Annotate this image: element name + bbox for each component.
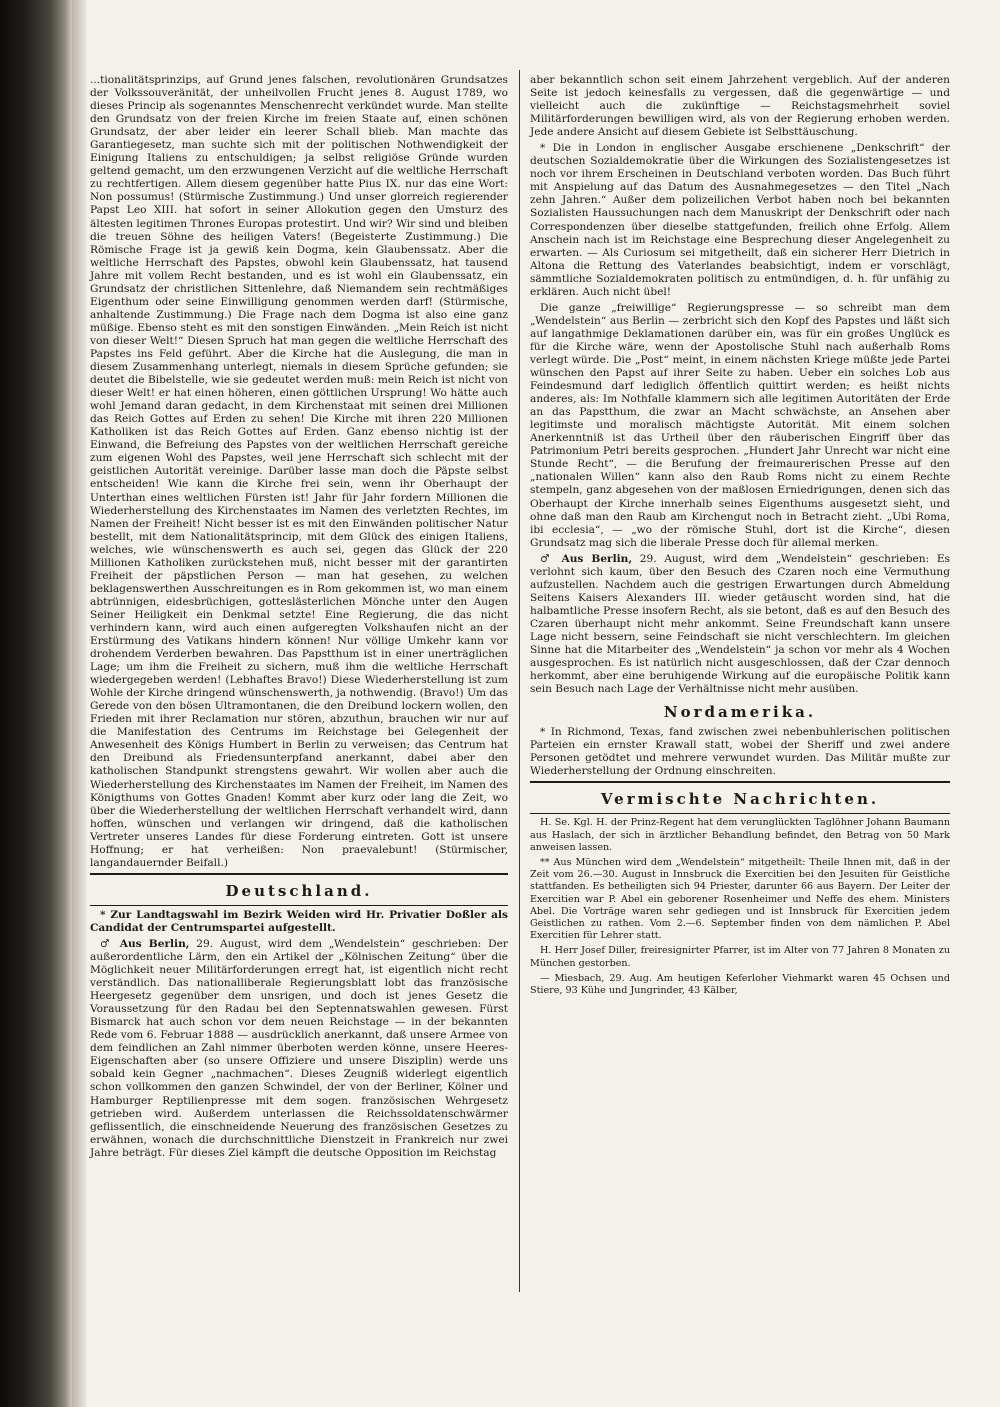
article-continuation: ...tionalitätsprinzips, auf Grund jenes falschen, revolutionären Grundsatzes der Volkssouveränität, der unheilvollen Frucht jenes 8. August 1789, wo dieses Princip als sogenanntes Menschenrecht verkündet wurde. Man stellte den Grundsatz von der freien Kirche im freien Staate auf, einen schönen Grundsatz, der aber leider ein leerer Schall blieb. Man machte das Garantiegesetz, man suchte sich mit der politischen Nothwendigkeit der Einigung Italiens zu entschuldigen; ja selbst religiöse Gründe wurden geltend gemacht, um den erzwungenen Verzicht auf die weltliche Herrschaft zu rechtfertigen. Allem diesem gegenüber hatte Pius IX. nur das eine Wort: Non possumus! (Stürmische Zustimmung.) Und unser glorreich regierender Papst Leo XIII. hat sofort in seiner Allokution gegen den Umsturz des ältesten legitimen Thrones Europas protestirt. Und wir? Wir sind und bleiben die treuen Söhne des heiligen Vaters! (Begeisterte Zustimmung.) Die Römische Frage ist ja gewiß kein Dogma, kein Glaubenssatz. Aber die weltliche Herrschaft des Papstes, obwohl kein Glaubenssatz, hat tausend Jahre mit vollem Recht bestanden, und es ist wohl ein Glaubenssatz, ein Grundsatz der christlichen Sittenlehre, daß Niemandem sein rechtmäßiges Eigenthum oder seine Einwilligung genommen werden darf! (Stürmische, anhaltende Zustimmung.) Die Frage nach dem Dogma ist also eine ganz müßige. Ebenso steht es mit den sonstigen Einwänden. „Mein Reich ist nicht von dieser Welt!“ Diesen Spruch hat man gegen die weltliche Herrschaft des Papstes ins Feld geführt. Aber die Kirche hat die Auslegung, die man in diesem Zusammenhang unterlegt, niemals in diesem Sprüche gefunden; sie deutet die Bibelstelle, wie sie gedeutet werden muß: mein Reich ist nicht von dieser Welt! er hat einen höheren, einen göttlichen Ursprung! Wo hätte auch wohl Jemand daran gedacht, in dem Kirchenstaat mit seinen drei Millionen das Reich Gottes auf Erden zu sehen! Die Kirche mit ihren 220 Millionen Katholiken ist das Reich Gottes auf Erden. Ganz ebenso nichtig ist der Einwand, die Befreiung des Papstes von der weltlichen Herrschaft gereiche zum eigenen Wohl des Papstes, weil jene Herrschaft sich schlecht mit der geistlichen Autorität vereinige. Darüber lasse man doch die Päpste selbst entscheiden! Wie kann die Kirche frei sein, wenn ihr Oberhaupt der Unterthan eines weltlichen Fürsten ist! Jahr für Jahr fordern Millionen die Wiederherstellung des Kirchenstaates im Namen des verletzten Rechtes, im Namen der Freiheit! Nicht besser ist es mit den Einwänden politischer Natur bestellt, mit dem Nationalitätsprincip, mit dem Glück des einigen Italiens, welches, wie wünschenswerth es auch sei, gegen das Glück der 220 Millionen Katholiken zurückstehen muß, nicht besser mit der garantirten Freiheit der päpstlichen Person — man hat gesehen, zu welchen beklagenswerthen Ausschreitungen es in Rom gekommen ist, wo man einem abtrünnigen, eidesbrüchigen, gotteslästerlichen Mönche unter den Augen Seiner Heiligkeit ein Denkmal setzte! Eine Regierung, die das nicht verhindern kann, wird auch einen aufgeregten Volkshaufen nicht an der Erstürmung des Vatikans hindern können! Nur völlige Umkehr kann vor drohendem Verderben bewahren. Das Papstthum ist in einer unerträglichen Lage; um ihm die Freiheit zu sichern, muß ihm die weltliche Herrschaft wiedergegeben werden! (Lebhaftes Bravo!) Diese Wiederherstellung ist zum Wohle der Kirche dringend wünschenswerth, ja nothwendig. (Bravo!) Um das Gerede von den bösen Ultramontanen, die den Dreibund lockern wollen, den Frieden mit ihrer Reclamation nur stören, abzuthun, brauchen wir nur auf die Manifestation des Centrums im Reichstage bei Gelegenheit der Anwesenheit des Königs Humbert in Berlin zu verweisen; das Centrum hat den Dreibund als Friedensunterpfand anerkannt, dabei aber den katholischen Standpunkt strengstens gewahrt. Wir wollen aber auch die Wiederherstellung des Kirchenstaates im Namen der Freiheit, im Namen des Königthums von Gottes Gnaden! Kommt aber kurz oder lang die Zeit, wo über die Wiederherstellung der weltlichen Herrschaft verhandelt wird, dann hoffen, wünschen und verlangen wir dringend, daß die katholischen Vertreter unseres Landes für diese Forderung eintreten. Gott ist unsere Hoffnung; er hat verheißen: Non praevalebunt! (Stürmischer, langandauernder Beifall.)	[90, 74, 508, 869]
news-item-muenchen: ** Aus München wird dem „Wendelstein“ mitgetheilt: Theile Ihnen mit, daß in der Zeit vom 26.—30. August in Innsbruck die Exercitien bei den Jesuiten für Geistliche stattfanden. Es betheiligten sich 94 Priester, darunter 66 aus Bayern. Der Leiter der Exercitien war P. Abel ein geborener Rosenheimer und Neffe des ehem. Ministers Abel. Die Vorträge waren sehr gediegen und ist Innsbruck für Exercitien jedem Geistlichen zu rathen. Vom 2.—6. September finden von dem nämlichen P. Abel Exercitien für Lehrer statt.	[530, 857, 950, 942]
article-continuation: aber bekanntlich schon seit einem Jahrzehent vergeblich. Auf der anderen Seite ist jedoch keinesfalls zu vergessen, daß die gegenwärtige — und vielleicht auch die zukünftige — Reichstagsmehrheit soviel Militärforderungen bewilligen wird, als von der Regierung erhoben werden. Jede andere Ansicht auf diesem Gebiete ist Selbsttäuschung.	[530, 74, 950, 139]
news-item-diller: H. Herr Josef Diller, freiresignirter Pfarrer, ist im Alter von 77 Jahren 8 Monaten zu München gestorben.	[530, 945, 950, 969]
news-item-miesbach: — Miesbach, 29. Aug. Am heutigen Keferloher Viehmarkt waren 45 Ochsen und Stiere, 93 Kühe und Jungrinder, 43 Kälber,	[530, 972, 950, 997]
section-rule	[90, 905, 508, 906]
news-body: 29. August, wird dem „Wendelstein“ geschrieben: Der außerordentliche Lärm, den ein Artikel der „Kölnischen Zeitung“ über die Möglichkeit neuer Militärforderungen erregt hat, ist eigentlich nicht recht verständlich. Das nationalliberale Regierungsblatt lobt das französische Heergesetz gegenüber dem unsrigen, und doch ist jenes Gesetz die Voraussetzung für den Radau bei den Septennatswahlen gewesen. Fürst Bismarck hat auch schon vor dem neuen Reichstage — in der bekannten Rede vom 6. Februar 1888 — ausdrücklich anerkannt, daß unsere Armee von dem feindlichen an Zahl nimmer überboten werden könne, unsere Heeres-Eigenschaften aber (so unsere Offiziere und unsere Disziplin) werde uns sobald kein Gegner „nachmachen“. Dieses Zeugniß widerlegt eigentlich schon vollkommen den ganzen Schwindel, der von der Berliner, Kölner und Hamburger Reptilienpresse mit dem sogen. französischen Wehrgesetz getrieben wird. Außerdem unterlassen die Reichssoldatenschwärmer geflissentlich, die einschneidende Neuerung des französischen Gesetzes zu erwähnen, wonach die durchschnittliche Dienstzeit in Frankreich nur zwei Jahre beträgt. Für dieses Ziel kämpft die deutsche Opposition im Reichstag	[90, 937, 508, 1159]
dateline-place: Aus Berlin,	[561, 552, 633, 565]
column-divider	[519, 70, 520, 1292]
news-item-denkschrift: * Die in London in englischer Ausgabe erschienene „Denkschrift“ der deutschen Sozialdemokratie über die Wirkungen des Sozialistengesetzes ist noch vor ihrem Erscheinen in Deutschland verboten worden. Das Buch führt mit Anspielung auf das Datum des Ausnahmegesetzes — den Titel „Nach zehn Jahren.“ Außer dem polizeilichen Verbot haben noch bei bekannten Sozialisten Haussuchungen nach dem Manuskript der Denkschrift oder nach Correspondenzen über dieselbe stattgefunden, freilich ohne Erfolg. Allem Anschein nach ist im Reichstage eine Besprechung dieser Angelegenheit zu erwarten. — Als Curiosum sei mitgetheilt, daß ein sicherer Herr Dietrich in Altona die Rettung des Vaterlandes beabsichtigt, indem er vorschlägt, sämmtliche Sozialdemokraten politisch zu entmündigen, d. h. für unfähig zu erklären. Auch nicht übel!	[530, 142, 950, 298]
section-rule	[530, 813, 950, 814]
news-item-regierungspresse: Die ganze „freiwillige“ Regierungspresse — so schreibt man dem „Wendelstein“ aus Berlin — zerbricht sich den Kopf des Papstes und läßt sich auf langathmige Deklamationen darüber ein, was für ein großes Unglück es für die Kirche wäre, wenn der Apostolische Stuhl nach außerhalb Roms verlegt würde. Die „Post“ meint, in einem nächsten Kriege müßte jede Partei wünschen den Papst auf ihrer Seite zu haben. Ueber ein solches Lob aus Feindesmund darf lediglich öffentlich quittirt werden; es heißt nichts anderes, als: Im Nothfalle klammern sich alle legitimen Autoritäten der Erde an das Papstthum, die zwar an Macht schwächste, an Ansehen aber legitimste und moralisch mächtigste Autorität. Mit einem solchen Anerkenntniß ist das Urtheil über den räuberischen Eingriff über das Patrimonium Petri bereits gesprochen. „Hundert Jahr Unrecht war nicht eine Stunde Recht“, — die Berufung der freimaurerischen Presse auf den „nationalen Willen“ kann also den Raub Roms nicht zu einem Rechte stempeln, ganz abgesehen von der maßlosen Erniedrigungen, denen sich das Oberhaupt der Kirche innerhalb seines Eigenthums ausgesetzt sieht, und ohne daß man den Raub am Kirchengut noch in Betracht zieht. „Ubi Roma, ibi ecclesia“, — „wo der römische Stuhl, dort ist die Kirche“, diesen Grundsatz mag sich die liberale Presse doch für allemal merken.	[530, 301, 950, 549]
news-item-prinz-regent: H. Se. Kgl. H. der Prinz-Regent hat dem verunglückten Taglöhner Johann Baumann aus Haslach, der sich in ärztlicher Behandlung befindet, den Betrag von 50 Mark anweisen lassen.	[530, 817, 950, 853]
right-column	[530, 74, 950, 1000]
dateline-place: Aus Berlin,	[119, 937, 190, 950]
correspondent-mark-icon: ♂	[540, 552, 554, 565]
section-heading-vermischte: Vermischte Nachrichten.	[600, 790, 880, 809]
news-item-berlin-czar	[530, 553, 950, 697]
section-heading-deutschland: Deutschland.	[225, 881, 373, 900]
section-rule	[90, 873, 508, 875]
left-column	[90, 74, 508, 1163]
section-rule	[530, 781, 950, 783]
news-item-richmond: * In Richmond, Texas, fand zwischen zwei nebenbuhlerischen politischen Parteien ein ernster Krawall statt, wobei der Sheriff und zwei andere Personen getödtet und mehrere verwundet wurden. Das Militär mußte zur Wiederherstellung der Ordnung einschreiten.	[530, 726, 950, 778]
news-body: 29. August, wird dem „Wendelstein“ geschrieben: Es verlohnt sich kaum, über den Besuch des Czaren noch eine Vermuthung aufzustellen. Nachdem auch die gestrigen Erwartungen durch Abmeldung Seitens Kaisers Alexanders III. wieder getäuscht worden sind, hat die halbamtliche Presse insofern Recht, als sie betont, daß es auf den Besuch des Czaren überhaupt nicht mehr ankommt. Seine Freundschaft kann unsere Lage nicht bessern, seine Feindschaft sie nicht verschlechtern. Im gleichen Sinne hat die Mitarbeiter des „Wendelstein“ ja schon vor mehr als 4 Wochen ausgesprochen. Es ist natürlich nicht ausgeschlossen, daß der Czar dennoch herkommt, aber eine beruhigende Wirkung auf die europäische Politik kann sein Besuch nach Lage der Verhältnisse nicht mehr ausüben.	[530, 552, 950, 696]
page-gutter	[72, 0, 86, 1407]
book-spine-shadow	[0, 0, 72, 1407]
news-item-berlin-military	[90, 938, 508, 1160]
section-heading-nordamerika: Nordamerika.	[663, 703, 817, 722]
news-item-weiden: * Zur Landtagswahl im Bezirk Weiden wird Hr. Privatier Doßler als Candidat der Centrumspartei aufgestellt.	[90, 908, 508, 934]
correspondent-mark-icon: ♂	[100, 937, 113, 950]
